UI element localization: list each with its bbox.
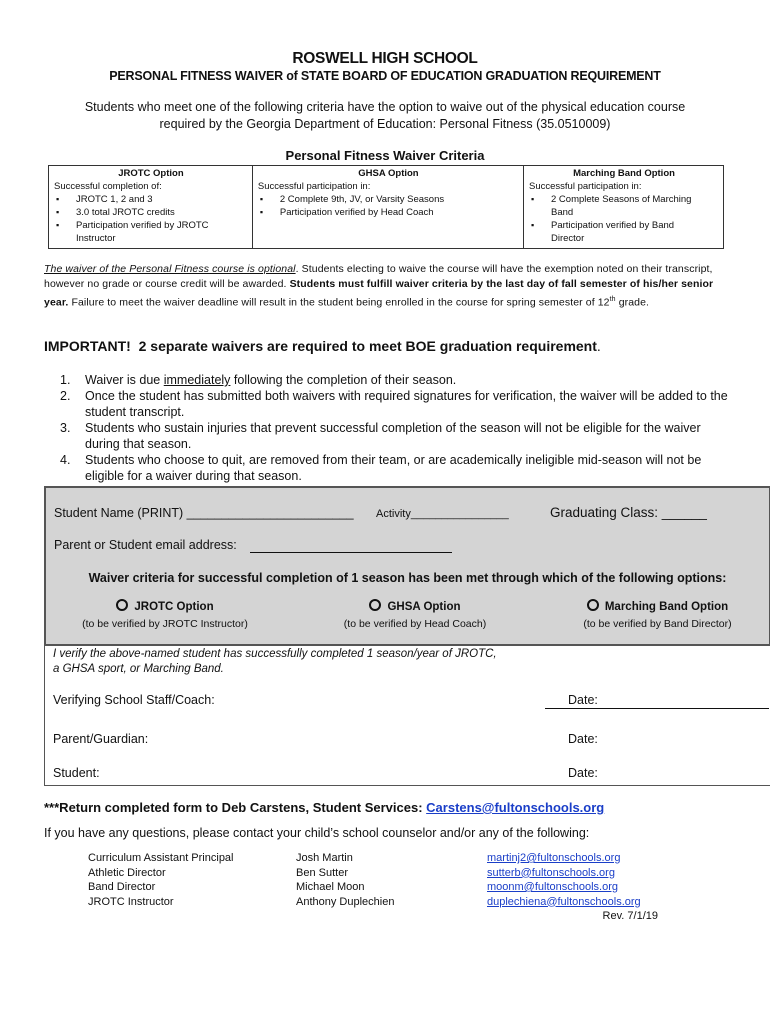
option-band[interactable] xyxy=(546,597,769,630)
verify-line-1: I verify the above-named student has successfully completed 1 season/year of JROTC, xyxy=(53,648,497,660)
optional-text-2: Failure to meet the waiver deadline will result in the student being enrolled in the course for spring semester of 12 xyxy=(68,296,610,309)
criteria-item: ▪ Participation verified by JROTC Instructor xyxy=(54,219,224,245)
optional-sup: th xyxy=(609,296,616,303)
email-field-label: Parent or Student email address: xyxy=(54,538,237,552)
criteria-item: ▪ Participation verified by Head Coach xyxy=(258,206,519,219)
criteria-header: Marching Band Option xyxy=(573,168,675,179)
contact-email-link[interactable]: moonm@fultonschools.org xyxy=(487,881,619,893)
contact-name: Ben Sutter xyxy=(296,866,348,879)
option-sub: (to be verified by Head Coach) xyxy=(343,618,487,630)
intro-line-1: Students who meet one of the following criteria have the option to waive out of the physical education course xyxy=(84,100,686,114)
rules-list xyxy=(60,372,730,484)
criteria-lead: Successful participation in: xyxy=(257,181,371,192)
criteria-title: Personal Fitness Waiver Criteria xyxy=(285,148,485,163)
rule-item xyxy=(60,452,730,484)
revision-date: Rev. 7/1/19 xyxy=(602,910,658,922)
option-sub: (to be verified by JROTC Instructor) xyxy=(82,618,248,630)
return-instructions xyxy=(44,800,604,815)
optional-italic: The waiver of the Personal Fitness course is optional xyxy=(44,263,296,275)
contact-name: Josh Martin xyxy=(296,852,353,864)
criteria-item: ▪ JROTC 1, 2 and 3 xyxy=(54,193,248,206)
rule-text: Once the student has submitted both waivers with required signatures for verification, the waiver will be added to the student transcript. xyxy=(85,389,728,419)
criteria-lead: Successful completion of: xyxy=(54,181,162,192)
activity-field[interactable]: Activity________________ xyxy=(376,508,509,520)
parent-date-label: Date: xyxy=(568,732,598,746)
criteria-table xyxy=(48,165,724,249)
student-date-label: Date: xyxy=(568,766,598,780)
contact-name: Michael Moon xyxy=(296,881,365,893)
contact-name: Anthony Duplechien xyxy=(296,895,395,908)
rule-item xyxy=(60,372,730,388)
optional-text-1: . Students electing to waive the course will have the exemption noted on their transcript, however no grade or course credit will be awarded. xyxy=(44,263,713,290)
option-label: GHSA Option xyxy=(387,601,461,613)
criteria-col-jrotc xyxy=(49,166,253,249)
rule-text: following the completion of their season. xyxy=(230,373,457,387)
rule-number: 2. xyxy=(60,389,71,403)
student-name-field[interactable]: Student Name (PRINT) ________________________ xyxy=(54,506,354,520)
staff-date-label: Date: xyxy=(568,693,598,707)
contact-role: Band Director xyxy=(88,881,156,893)
verify-statement xyxy=(53,647,497,677)
contact-email-link[interactable]: duplechiena@fultonschools.org xyxy=(487,895,641,908)
option-label: JROTC Option xyxy=(134,601,214,613)
email-field[interactable] xyxy=(250,552,452,553)
criteria-met-heading: Waiver criteria for successful completion of 1 season has been met through which of the following options: xyxy=(88,571,727,585)
staff-signature-line[interactable] xyxy=(545,708,769,709)
important-label: IMPORTANT! xyxy=(44,338,131,354)
ghsa-radio[interactable] xyxy=(369,599,381,611)
criteria-lead: Successful participation in: xyxy=(529,181,642,192)
contact-emails xyxy=(487,851,658,924)
rule-text: Students who sustain injuries that prevent successful completion of the season will not be eligible for the waiver during that season. xyxy=(85,421,701,451)
criteria-header: JROTC Option xyxy=(118,168,184,179)
criteria-item: ▪ 3.0 total JROTC credits xyxy=(54,206,248,219)
questions-line: If you have any questions, please contact your child’s school counselor and/or any of the following: xyxy=(44,826,590,840)
rule-item xyxy=(60,388,730,420)
rule-text: Waiver is due xyxy=(85,373,164,387)
rule-item xyxy=(60,420,730,452)
contact-names xyxy=(296,851,394,909)
criteria-item: ▪ 2 Complete Seasons of Marching Band xyxy=(529,193,714,219)
intro-line-2: required by the Georgia Department of Education: Personal Fitness (35.0510009) xyxy=(159,117,611,131)
rule-number: 1. xyxy=(60,373,71,387)
criteria-col-ghsa xyxy=(252,166,523,249)
parent-signature-label: Parent/Guardian: xyxy=(53,732,149,746)
contact-role: JROTC Instructor xyxy=(88,895,174,908)
contact-role: Athletic Director xyxy=(88,866,166,879)
contact-email-link[interactable]: martinj2@fultonschools.org xyxy=(487,852,621,864)
optional-bold: Students must fulfill waiver criteria by the last day of fall semester of his/her senior year. xyxy=(44,278,714,309)
intro-paragraph xyxy=(40,99,730,133)
important-text: 2 separate waivers are required to meet BOE graduation requirement xyxy=(138,338,597,354)
contact-roles xyxy=(88,851,234,909)
staff-signature-label: Verifying School Staff/Coach: xyxy=(53,693,215,707)
rule-text: Students who choose to quit, are removed from their team, or are academically ineligible mid-season will not be eligible for a waiver during that season. xyxy=(85,453,702,483)
student-signature-label: Student: xyxy=(53,766,100,780)
school-title: ROSWELL HIGH SCHOOL xyxy=(292,50,478,67)
contact-role: Curriculum Assistant Principal xyxy=(88,852,234,864)
criteria-item: ▪ 2 Complete 9th, JV, or Varsity Seasons xyxy=(258,193,519,206)
option-ghsa[interactable] xyxy=(284,597,546,630)
graduating-class-field[interactable]: Graduating Class: ______ xyxy=(550,505,707,520)
criteria-col-band xyxy=(524,166,724,249)
rule-number: 4. xyxy=(60,453,71,467)
contact-email-link[interactable]: sutterb@fultonschools.org xyxy=(487,866,615,879)
return-text: ***Return completed form to Deb Carstens, Student Services: xyxy=(44,800,423,815)
optional-text-3: grade. xyxy=(615,296,650,309)
important-end: . xyxy=(596,338,601,354)
optional-paragraph xyxy=(44,262,728,311)
option-jrotc[interactable] xyxy=(46,597,284,630)
form-subtitle: PERSONAL FITNESS WAIVER of STATE BOARD OF EDUCATION GRADUATION REQUIREMENT xyxy=(109,69,661,83)
jrotc-radio[interactable] xyxy=(116,599,128,611)
option-sub: (to be verified by Band Director) xyxy=(583,618,732,630)
rule-underline: immediately xyxy=(163,373,231,387)
band-radio[interactable] xyxy=(587,599,599,611)
option-label: Marching Band Option xyxy=(604,601,729,613)
important-notice xyxy=(44,338,601,354)
verification-box xyxy=(44,646,770,786)
verify-line-2: a GHSA sport, or Marching Band. xyxy=(53,663,224,675)
rule-number: 3. xyxy=(60,421,71,435)
criteria-item: ▪ Participation verified by Band Director xyxy=(529,219,704,245)
return-email-link[interactable]: Carstens@fultonschools.org xyxy=(426,800,605,815)
criteria-header: GHSA Option xyxy=(358,168,419,179)
waiver-form-box xyxy=(44,486,770,646)
